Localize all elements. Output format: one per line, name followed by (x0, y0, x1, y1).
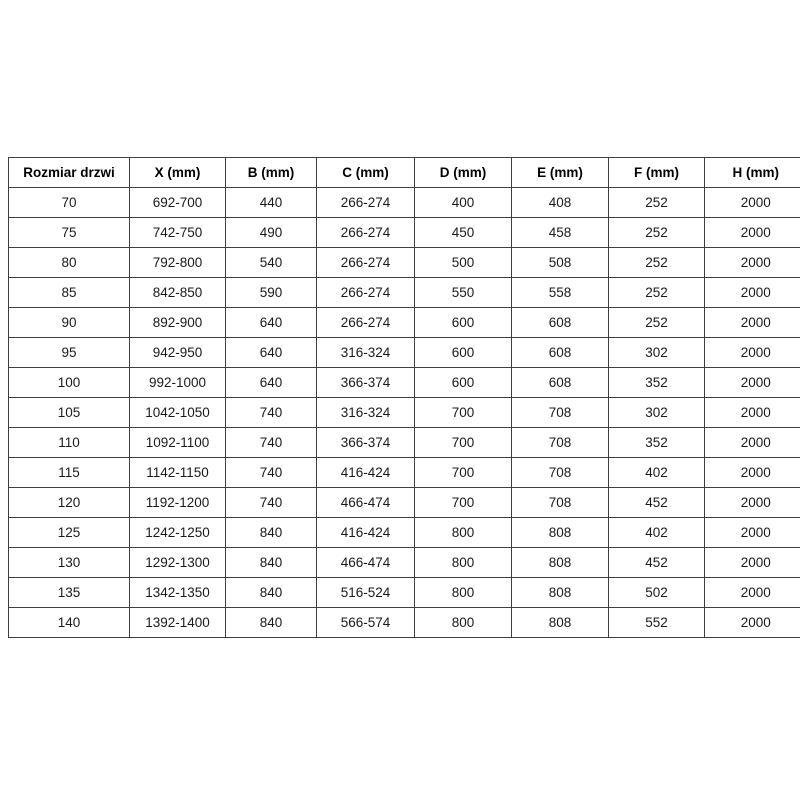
table-row (9, 548, 800, 578)
table-cell: 408 (512, 188, 609, 218)
table-cell: 600 (415, 308, 512, 338)
table-body (9, 188, 800, 638)
table-row (9, 218, 800, 248)
table-cell: 740 (226, 458, 317, 488)
table-cell: 2000 (705, 338, 800, 368)
table-cell: 1342-1350 (130, 578, 226, 608)
header-cell: Rozmiar drzwi (9, 158, 130, 188)
table-cell: 558 (512, 278, 609, 308)
table-row (9, 458, 800, 488)
table-cell: 792-800 (130, 248, 226, 278)
header-cell: X (mm) (130, 158, 226, 188)
table-row (9, 518, 800, 548)
table-cell: 2000 (705, 368, 800, 398)
table-cell: 2000 (705, 428, 800, 458)
table-cell: 135 (9, 578, 130, 608)
table-cell: 452 (609, 488, 705, 518)
table-cell: 302 (609, 398, 705, 428)
table-cell: 1142-1150 (130, 458, 226, 488)
table-cell: 1292-1300 (130, 548, 226, 578)
table-cell: 85 (9, 278, 130, 308)
table-cell: 402 (609, 518, 705, 548)
table-cell: 566-574 (317, 608, 415, 638)
table-cell: 640 (226, 308, 317, 338)
table-cell: 1242-1250 (130, 518, 226, 548)
table-cell: 80 (9, 248, 130, 278)
table-cell: 1192-1200 (130, 488, 226, 518)
header-cell: C (mm) (317, 158, 415, 188)
table-header-row (9, 158, 800, 188)
table-cell: 130 (9, 548, 130, 578)
table-cell: 840 (226, 578, 317, 608)
header-cell: H (mm) (705, 158, 800, 188)
table-cell: 608 (512, 338, 609, 368)
table-cell: 1392-1400 (130, 608, 226, 638)
table-row (9, 308, 800, 338)
table-cell: 490 (226, 218, 317, 248)
table-cell: 500 (415, 248, 512, 278)
table-cell: 2000 (705, 458, 800, 488)
table-row (9, 488, 800, 518)
table-cell: 440 (226, 188, 317, 218)
header-cell: F (mm) (609, 158, 705, 188)
table-cell: 252 (609, 218, 705, 248)
table-cell: 75 (9, 218, 130, 248)
table-cell: 402 (609, 458, 705, 488)
table-cell: 466-474 (317, 488, 415, 518)
table-cell: 2000 (705, 488, 800, 518)
door-size-spec-table (8, 157, 800, 638)
table-row (9, 278, 800, 308)
table-cell: 2000 (705, 248, 800, 278)
table-row (9, 608, 800, 638)
table-cell: 266-274 (317, 308, 415, 338)
table-cell: 808 (512, 548, 609, 578)
table-cell: 1042-1050 (130, 398, 226, 428)
table-cell: 2000 (705, 518, 800, 548)
table-row (9, 368, 800, 398)
table-cell: 2000 (705, 278, 800, 308)
table-cell: 316-324 (317, 398, 415, 428)
table-cell: 125 (9, 518, 130, 548)
table-cell: 640 (226, 368, 317, 398)
table-cell: 552 (609, 608, 705, 638)
table-cell: 115 (9, 458, 130, 488)
table-cell: 252 (609, 308, 705, 338)
table-cell: 352 (609, 368, 705, 398)
table-cell: 2000 (705, 548, 800, 578)
table-row (9, 428, 800, 458)
table-cell: 105 (9, 398, 130, 428)
table-cell: 740 (226, 398, 317, 428)
table-cell: 2000 (705, 308, 800, 338)
table-cell: 266-274 (317, 278, 415, 308)
table-cell: 742-750 (130, 218, 226, 248)
table-cell: 366-374 (317, 368, 415, 398)
table-cell: 502 (609, 578, 705, 608)
table-cell: 708 (512, 488, 609, 518)
table-row (9, 578, 800, 608)
table-cell: 352 (609, 428, 705, 458)
table-cell: 700 (415, 428, 512, 458)
table-cell: 600 (415, 368, 512, 398)
table-cell: 808 (512, 578, 609, 608)
table-cell: 708 (512, 398, 609, 428)
table-cell: 942-950 (130, 338, 226, 368)
table-cell: 316-324 (317, 338, 415, 368)
table-cell: 416-424 (317, 458, 415, 488)
table-cell: 700 (415, 458, 512, 488)
table-row (9, 188, 800, 218)
table-cell: 302 (609, 338, 705, 368)
table-cell: 740 (226, 488, 317, 518)
table-cell: 2000 (705, 398, 800, 428)
table-cell: 416-424 (317, 518, 415, 548)
table-cell: 708 (512, 458, 609, 488)
table-cell: 70 (9, 188, 130, 218)
table-cell: 2000 (705, 218, 800, 248)
table-cell: 252 (609, 248, 705, 278)
table-cell: 840 (226, 548, 317, 578)
table-cell: 2000 (705, 578, 800, 608)
table-cell: 800 (415, 578, 512, 608)
table-cell: 800 (415, 548, 512, 578)
table-cell: 366-374 (317, 428, 415, 458)
table-row (9, 248, 800, 278)
table-cell: 508 (512, 248, 609, 278)
table-cell: 800 (415, 518, 512, 548)
table-cell: 842-850 (130, 278, 226, 308)
table-cell: 892-900 (130, 308, 226, 338)
table-cell: 608 (512, 308, 609, 338)
table-cell: 2000 (705, 188, 800, 218)
header-cell: D (mm) (415, 158, 512, 188)
table-cell: 450 (415, 218, 512, 248)
table-cell: 692-700 (130, 188, 226, 218)
table-cell: 140 (9, 608, 130, 638)
table-cell: 550 (415, 278, 512, 308)
table-cell: 992-1000 (130, 368, 226, 398)
table-cell: 100 (9, 368, 130, 398)
table-cell: 252 (609, 188, 705, 218)
table-cell: 640 (226, 338, 317, 368)
table-cell: 840 (226, 608, 317, 638)
table-cell: 110 (9, 428, 130, 458)
door-size-spec-section (8, 157, 800, 638)
table-cell: 800 (415, 608, 512, 638)
header-cell: E (mm) (512, 158, 609, 188)
table-cell: 2000 (705, 608, 800, 638)
table-cell: 700 (415, 488, 512, 518)
header-cell: B (mm) (226, 158, 317, 188)
table-cell: 400 (415, 188, 512, 218)
table-row (9, 398, 800, 428)
table-cell: 458 (512, 218, 609, 248)
table-cell: 266-274 (317, 248, 415, 278)
table-cell: 266-274 (317, 188, 415, 218)
table-cell: 808 (512, 608, 609, 638)
table-cell: 516-524 (317, 578, 415, 608)
table-cell: 600 (415, 338, 512, 368)
table-cell: 1092-1100 (130, 428, 226, 458)
table-cell: 840 (226, 518, 317, 548)
table-cell: 808 (512, 518, 609, 548)
table-cell: 540 (226, 248, 317, 278)
table-cell: 466-474 (317, 548, 415, 578)
table-cell: 608 (512, 368, 609, 398)
table-cell: 266-274 (317, 218, 415, 248)
table-cell: 90 (9, 308, 130, 338)
table-cell: 452 (609, 548, 705, 578)
table-cell: 708 (512, 428, 609, 458)
table-cell: 95 (9, 338, 130, 368)
table-cell: 252 (609, 278, 705, 308)
table-cell: 590 (226, 278, 317, 308)
table-row (9, 338, 800, 368)
table-cell: 740 (226, 428, 317, 458)
table-cell: 700 (415, 398, 512, 428)
table-cell: 120 (9, 488, 130, 518)
